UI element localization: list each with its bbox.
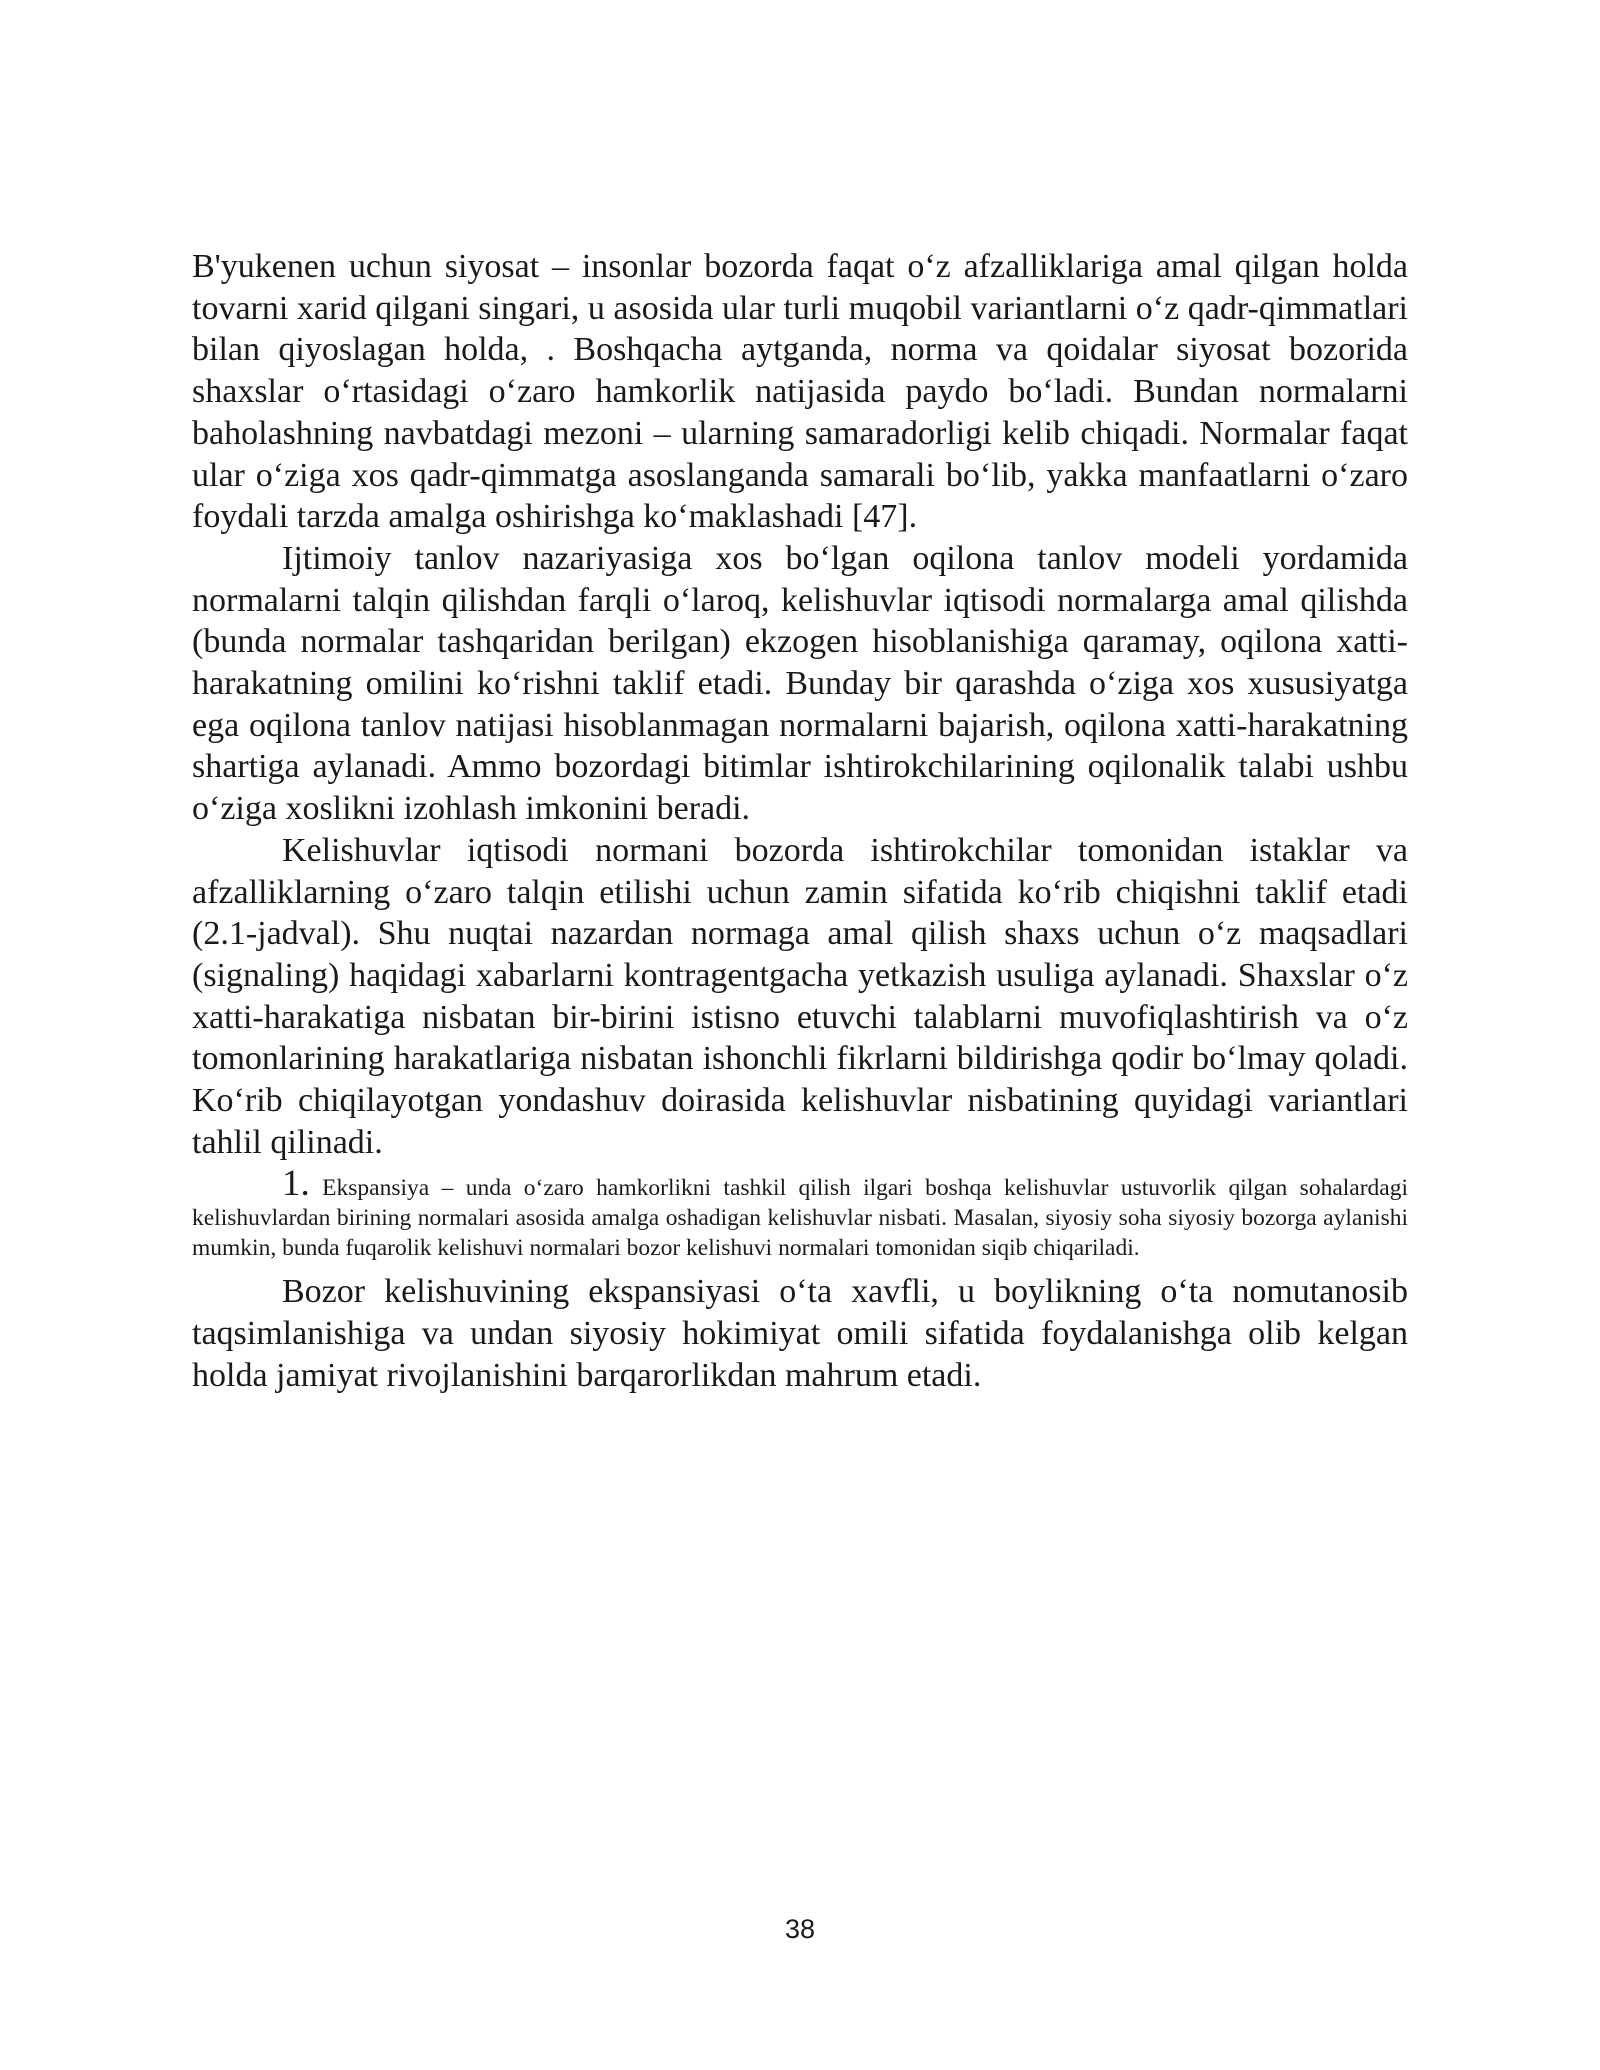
note-text: Ekspansiya – unda o‘zaro hamkorlikni tashkil qilish ilgari boshqa kelishuvlar ustuvorlik qilgan sohalardagi kelishuvlardan birining normalari asosida amalga oshadigan kelishuvlar nisbati. Masalan, siyosiy soha siyosiy bozorga aylanishi mumkin, bunda fuqarolik kelishuvi normalari bozor kelishuvi normalari tomonidan siqib chiqariladi. bbox=[192, 1175, 1408, 1262]
paragraph-1: B'yukenen uchun siyosat – insonlar bozorda faqat o‘z afzalliklariga amal qilgan holda tovarni xarid qilgani singari, u asosida ular turli muqobil variantlarni o‘z qadr-qimmatlari bilan qiyoslagan holda, . Boshqacha aytganda, norma va qoidalar siyosat bozorida shaxslar o‘rtasidagi o‘zaro hamkorlik natijasida paydo bo‘ladi. Bundan normalarni baholashning navbatdagi mezoni – ularning samaradorligi kelib chiqadi. Normalar faqat ular o‘ziga xos qadr-qimmatga asoslanganda samarali bo‘lib, yakka manfaatlarni o‘zaro foydali tarzda amalga oshirishga ko‘maklashadi [47]. bbox=[192, 248, 1408, 536]
note-number: 1. bbox=[282, 1163, 310, 1205]
numbered-note bbox=[192, 1163, 1408, 1263]
page-body bbox=[192, 246, 1408, 1397]
page-number: 38 bbox=[784, 1914, 816, 1944]
paragraph-closing: Bozor kelishuvining ekspansiyasi o‘ta xavfli, u boylikning o‘ta nomutanosib taqsimlanishiga va undan siyosiy hokimiyat omili sifatida foydalanishga olib kelgan holda jamiyat rivojlanishini barqarorlikdan mahrum etadi. bbox=[192, 1273, 1408, 1394]
paragraph-3: Kelishuvlar iqtisodi normani bozorda ishtirokchilar tomonidan istaklar va afzalliklarning o‘zaro talqin etilishi uchun zamin sifatida ko‘rib chiqishni taklif etadi (2.1-jadval). Shu nuqtai nazardan normaga amal qilish shaxs uchun o‘z maqsadlari (signaling) haqidagi xabarlarni kontragentgacha yetkazish usuliga aylanadi. Shaxslar o‘z xatti-harakatiga nisbatan bir-birini istisno etuvchi talablarni muvofiqlashtirish va o‘z tomonlarining harakatlariga nisbatan ishonchli fikrlarni bildirishga qodir bo‘lmay qoladi. Ko‘rib chiqilayotgan yondashuv doirasida kelishuvlar nisbatining quyidagi variantlari tahlil qilinadi. bbox=[192, 831, 1408, 1161]
paragraph-2: Ijtimoiy tanlov nazariyasiga xos bo‘lgan oqilona tanlov modeli yordamida normalarni talqin qilishdan farqli o‘laroq, kelishuvlar iqtisodi normalarga amal qilishda (bunda normalar tashqaridan berilgan) ekzogen hisoblanishiga qaramay, oqilona xatti-harakatning omilini ko‘rishni taklif etadi. Bunday bir qarashda o‘ziga xos xususiyatga ega oqilona tanlov natijasi hisoblanmagan normalarni bajarish, oqilona xatti-harakatning shartiga aylanadi. Ammo bozordagi bitimlar ishtirokchilarining oqilonalik talabi ushbu o‘ziga xoslikni izohlash imkonini beradi. bbox=[192, 539, 1408, 828]
